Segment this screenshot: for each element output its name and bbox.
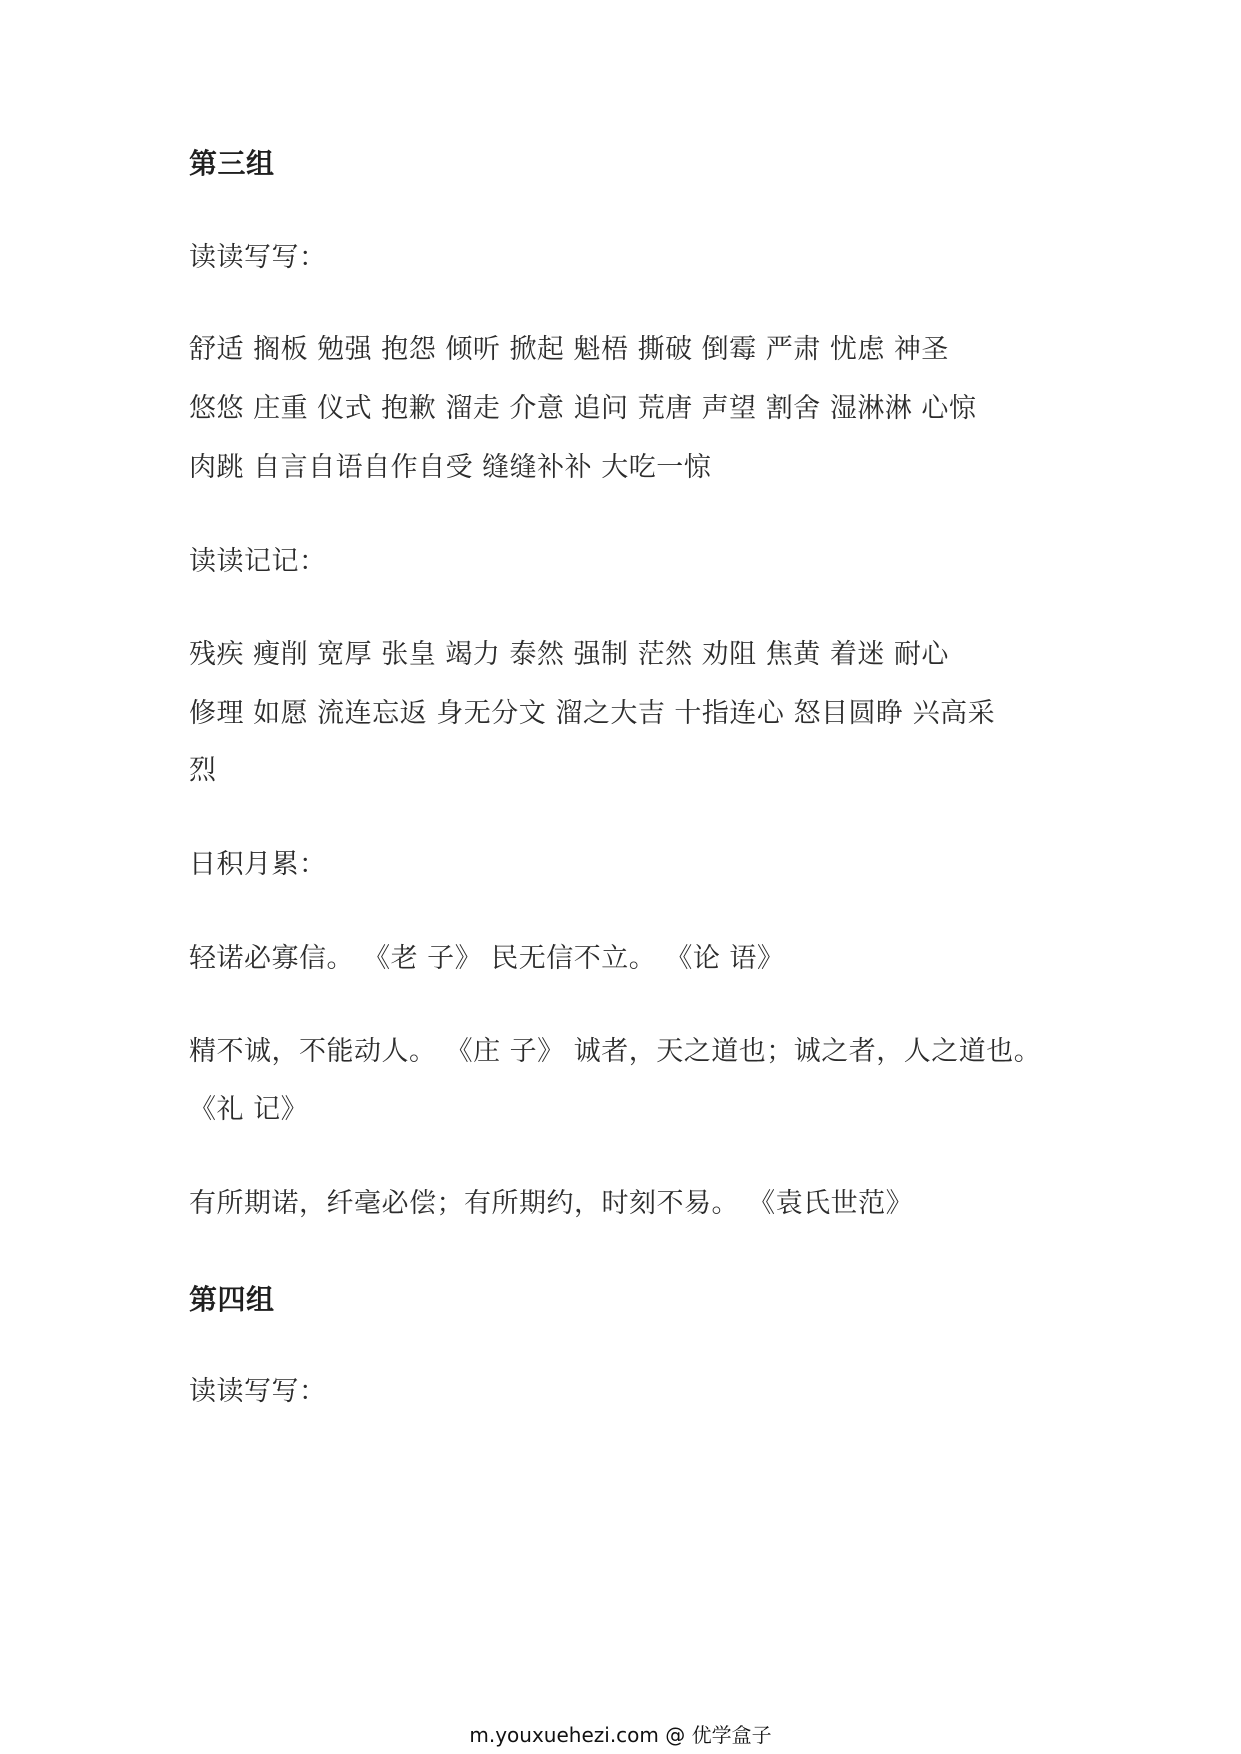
read-write-line-1: 舒适 搁板 勉强 抱怨 倾听 掀起 魁梧 撕破 倒霉 严肃 忧虑 神圣 <box>189 334 949 365</box>
footer-watermark: m.youxuehezi.com @ 优学盒子 <box>469 1723 772 1747</box>
section-3-daily-label: 日积月累： <box>189 849 327 880</box>
quote-line-1: 轻诺必寡信。 《老 子》 民无信不立。 《论 语》 <box>189 943 785 974</box>
quote-line-2: 精不诚，不能动人。 《庄 子》 诚者，天之道也；诚之者，人之道也。 <box>189 1036 1042 1067</box>
quote-line-4: 有所期诺，纤毫必偿；有所期约，时刻不易。 《袁氏世范》 <box>189 1188 914 1219</box>
section-4-title: 第四组 <box>189 1283 275 1316</box>
section-3-read-remember-label: 读读记记： <box>189 546 327 577</box>
read-remember-line-2: 修理 如愿 流连忘返 身无分文 溜之大吉 十指连心 怒目圆睁 兴高采 <box>189 698 996 729</box>
section-4-read-write-label: 读读写写： <box>189 1376 327 1407</box>
read-remember-line-3: 烈 <box>189 755 217 786</box>
section-3-read-write-label: 读读写写： <box>189 242 327 273</box>
quote-line-3: 《礼 记》 <box>189 1094 309 1125</box>
read-remember-line-1: 残疾 瘦削 宽厚 张皇 竭力 泰然 强制 茫然 劝阻 焦黄 着迷 耐心 <box>189 639 949 670</box>
read-write-line-3: 肉跳 自言自语自作自受 缝缝补补 大吃一惊 <box>189 452 712 483</box>
section-3-title: 第三组 <box>189 147 275 180</box>
read-write-line-2: 悠悠 庄重 仪式 抱歉 溜走 介意 追问 荒唐 声望 割舍 湿淋淋 心惊 <box>189 393 977 424</box>
